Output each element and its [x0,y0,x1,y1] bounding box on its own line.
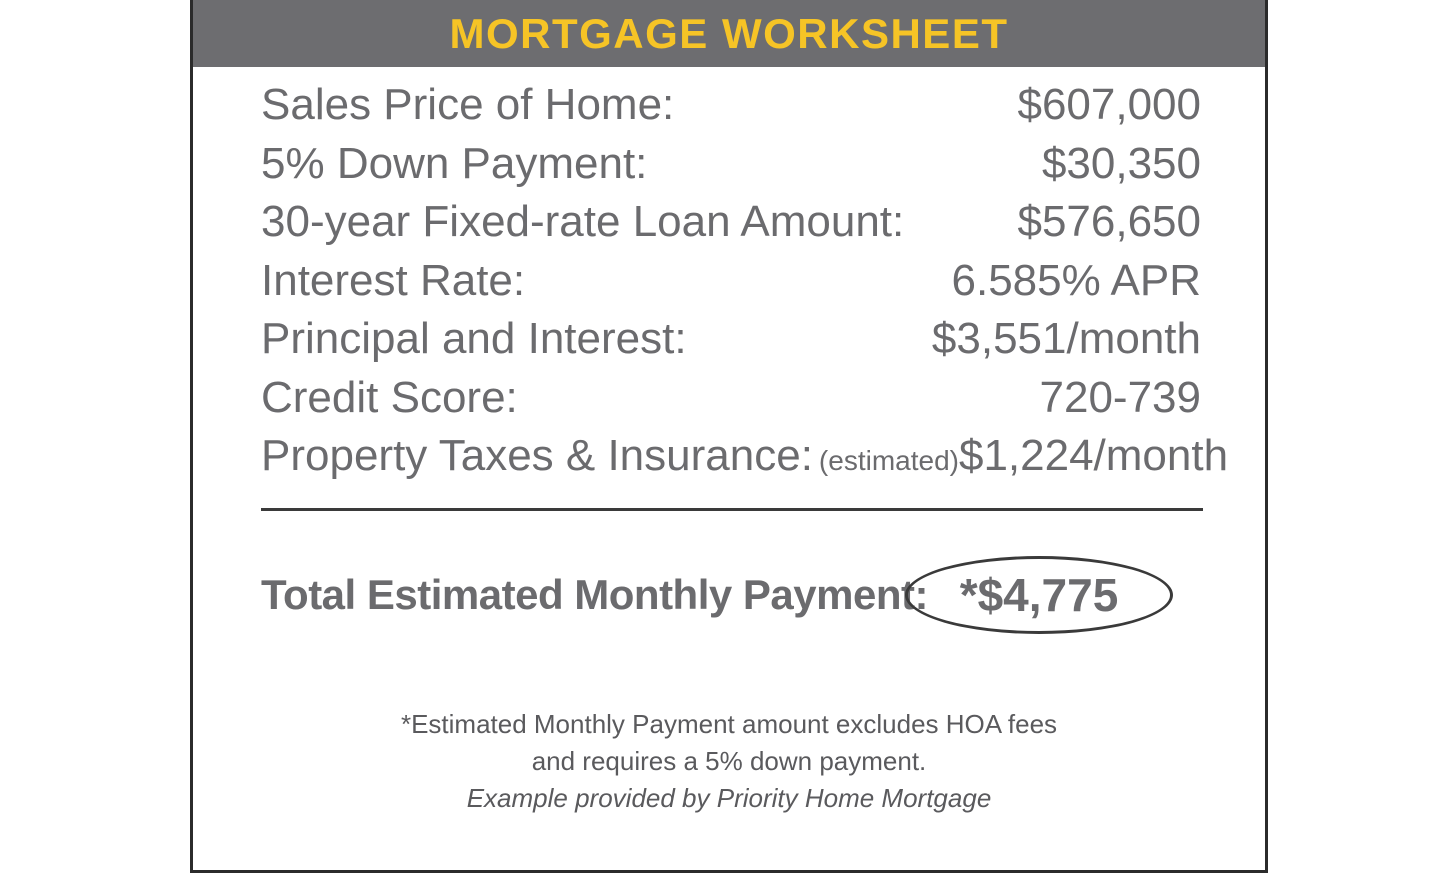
estimated-note: (estimated) [818,445,959,476]
row-value: 720-739 [1039,372,1201,422]
footnote [193,706,1265,817]
row-credit-score [261,369,1201,428]
total-label: Total Estimated Monthly Payment: [261,571,928,618]
worksheet-rows [261,76,1229,486]
total-row [261,560,1119,630]
row-sales-price [261,76,1201,135]
row-value: $30,350 [1041,138,1201,188]
row-value: $3,551/month [931,314,1201,363]
row-label: Sales Price of Home: [261,80,675,129]
row-label: Principal and Interest: [261,314,687,363]
footnote-credit: Example provided by Priority Home Mortgage [466,783,992,813]
mortgage-worksheet [190,0,1268,873]
row-value: $607,000 [1017,80,1201,129]
worksheet-title: MORTGAGE WORKSHEET [449,9,1009,57]
row-principal-interest [261,310,1201,369]
row-interest-rate [261,252,1201,311]
row-value: $1,224/month [958,431,1229,480]
row-label: Credit Score: [261,372,518,422]
row-label: 5% Down Payment: [261,138,648,188]
row-value: $576,650 [1017,197,1201,246]
row-taxes-insurance [261,427,1229,486]
row-value: 6.585% APR [951,255,1201,305]
footnote-line-2: and requires a 5% down payment. [531,746,927,776]
row-label: 30-year Fixed-rate Loan Amount: [261,197,905,246]
row-down-payment [261,135,1201,194]
header-bar [193,0,1265,67]
divider-line [261,508,1203,511]
total-value: *$4,775 [959,569,1119,621]
row-label: Property Taxes & Insurance: (estimated) [261,431,959,480]
row-label: Interest Rate: [261,255,526,305]
row-loan-amount [261,193,1201,252]
footnote-line-1: *Estimated Monthly Payment amount excludes HOA fees [400,709,1058,739]
